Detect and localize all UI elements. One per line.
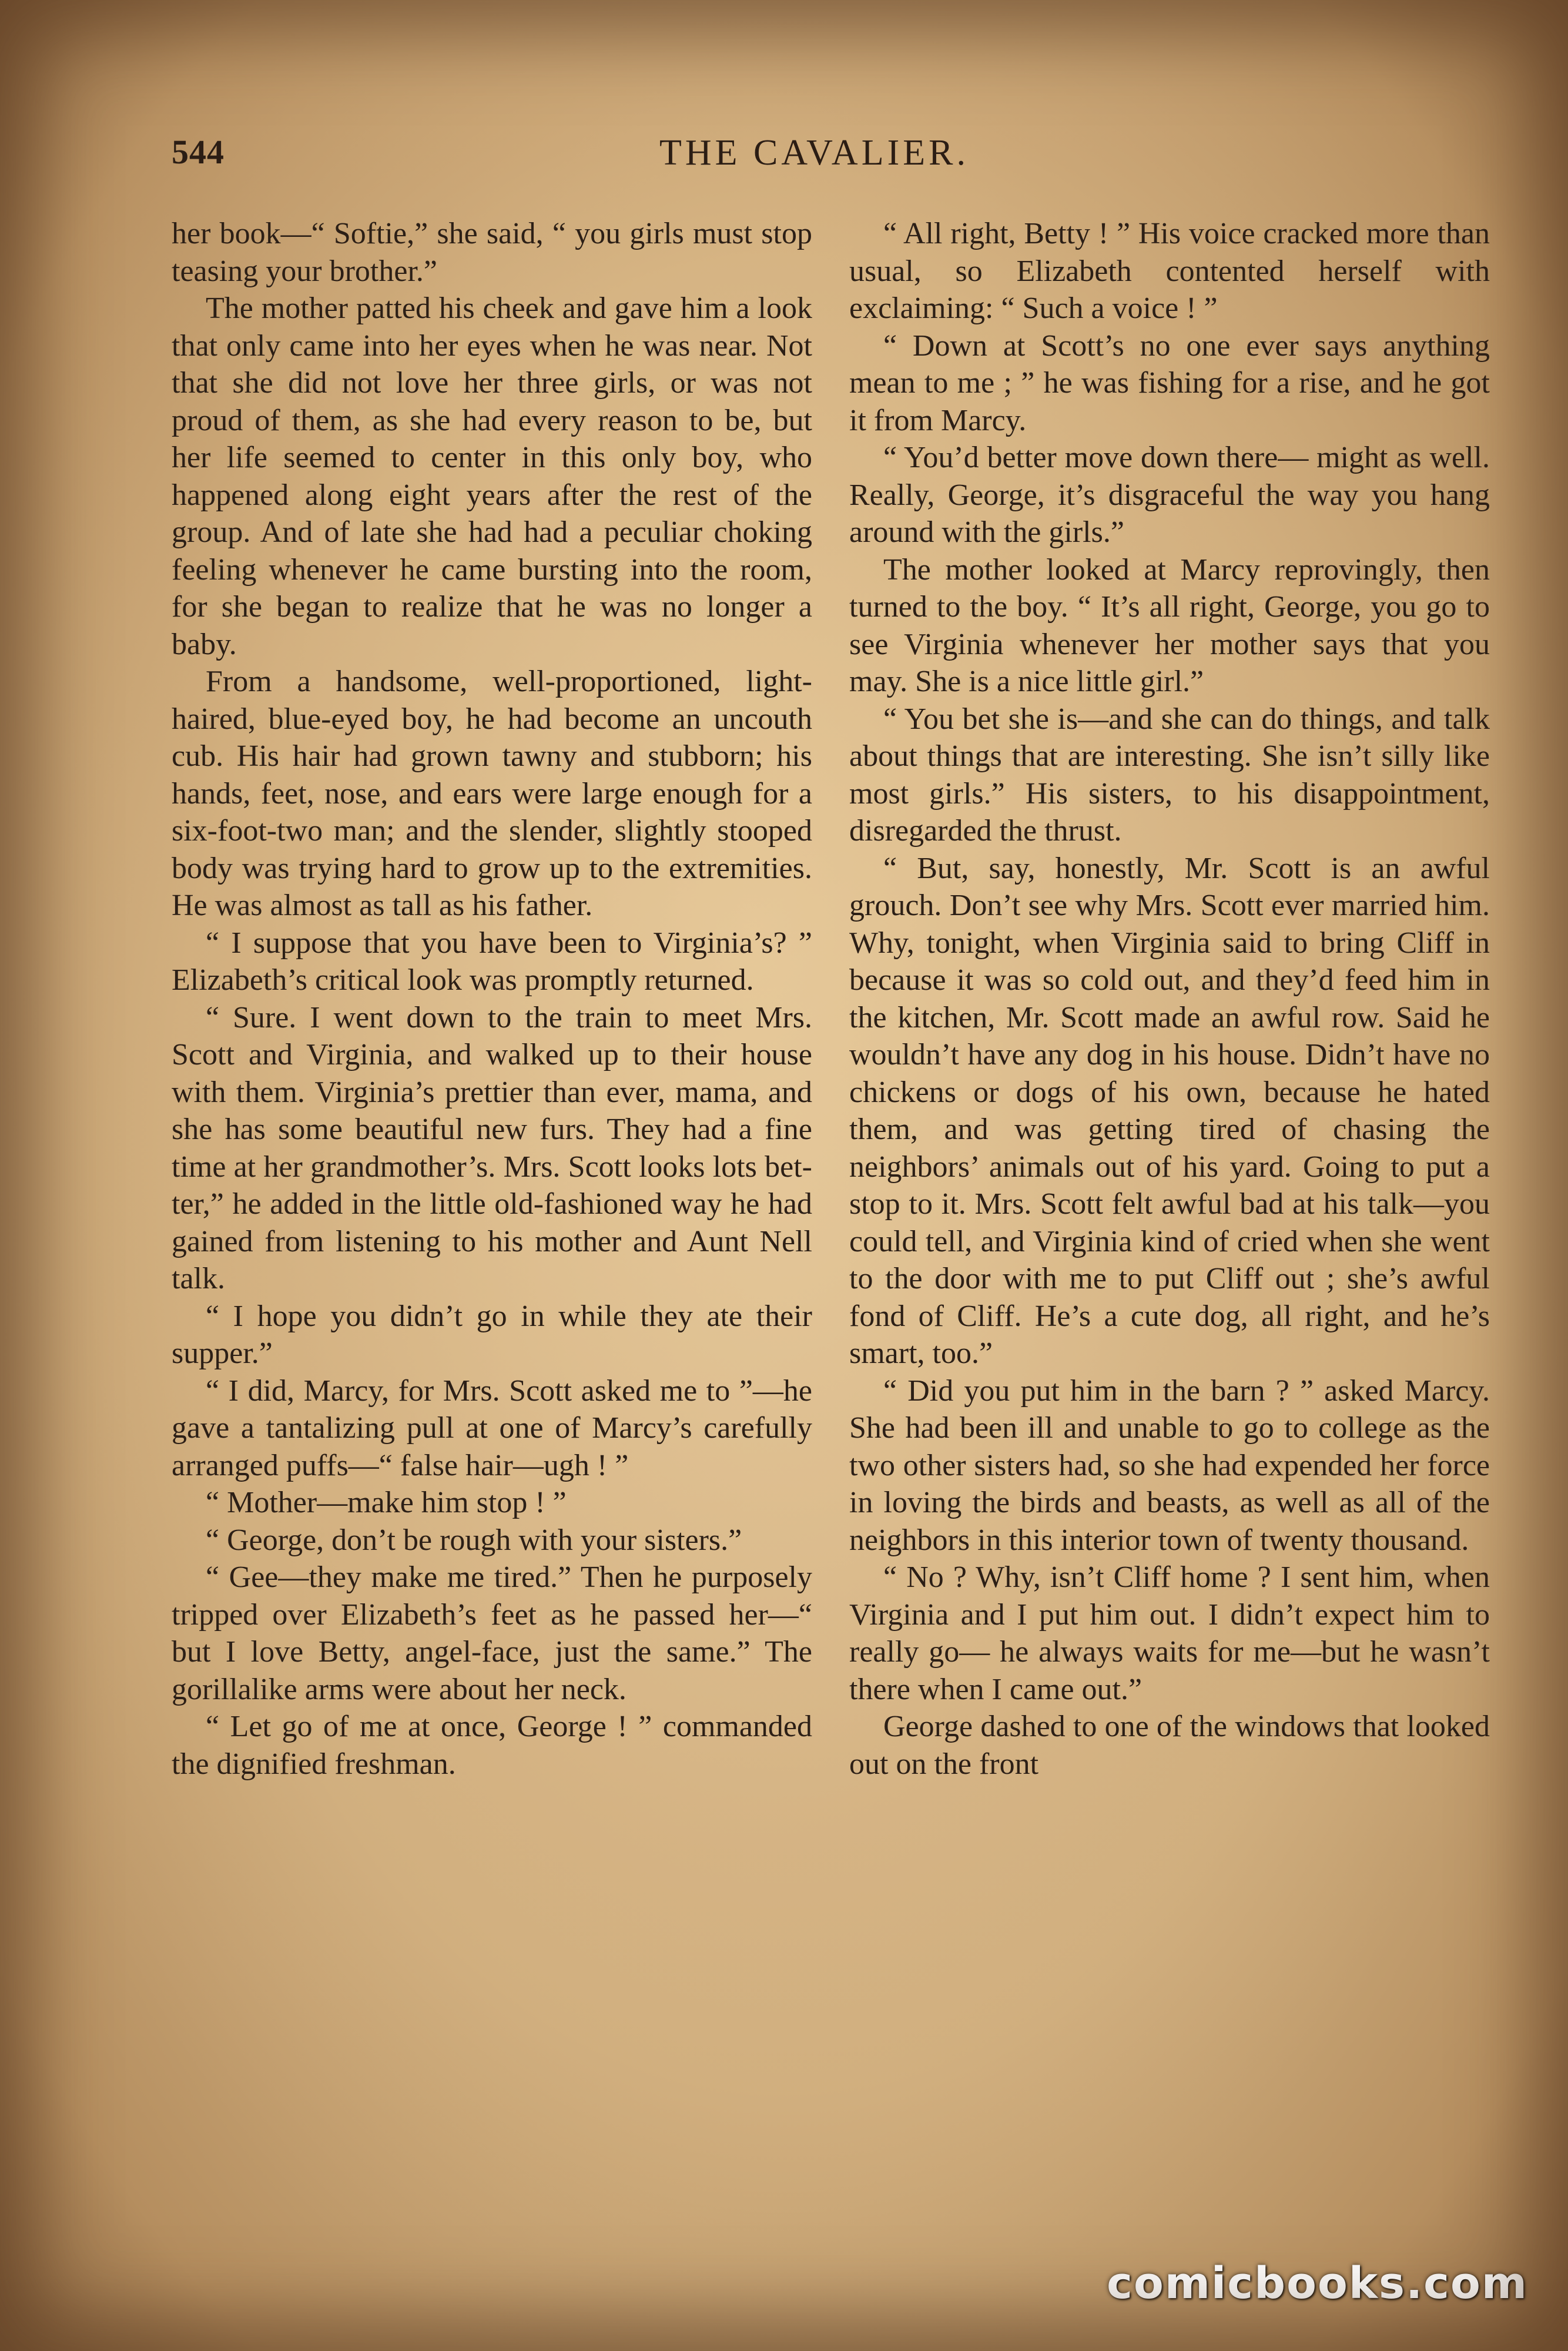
- paragraph: “ Down at Scott’s no one ever says anything mean to me ; ” he was fishing for a rise, and he got it from Marcy.: [849, 329, 1490, 437]
- paragraph: The mother looked at Marcy reprovingly, then turned to the boy. “ It’s all right, George, you go to see Virginia whenever her mother says that you may. She is a nice little girl.”: [849, 552, 1490, 698]
- paragraph: “ But, say, honestly, Mr. Scott is an awful grouch. Don’t see why Mrs. Scott ever married him. Why, tonight, when Virginia said to bring Cliff in because it was so cold out, and they’d feed him in the kitchen, Mr. Scott made an awful row. Said he wouldn’t have any dog in his house. Didn’t have no chickens or dogs of his own, because he hated them, and was getting tired of chasing the neighbors’ animals out of his yard. Going to put a stop to it. Mrs. Scott felt awful bad at his talk—you could tell, and Virginia kind of cried when she went to the door with me to put Cliff out ; she’s awful fond of Cliff. He’s a cute dog, all right, and he’s smart, too.”: [849, 851, 1490, 1370]
- page-header: [172, 132, 1494, 203]
- right-column: [849, 215, 1490, 1783]
- paragraph: “ Gee—they make me tired.” Then he purposely tripped over Elizabeth’s feet as he passed her—“ but I love Betty, angel-face, just the same.” The gorillalike arms were about her neck.: [172, 1560, 812, 1706]
- paragraph: “ I did, Marcy, for Mrs. Scott asked me to ”—he gave a tantalizing pull at one of Marcy’s carefully arranged puffs—“ false hair—ugh ! ”: [172, 1374, 812, 1482]
- running-title: THE CAVALIER.: [659, 133, 969, 173]
- paragraph: “ George, don’t be rough with your sisters.”: [206, 1523, 742, 1557]
- paragraph: The mother patted his cheek and gave him a look that only came into her eyes when he was near. Not that she did not love her three girls, or was not proud of them, as she had every reason to be, but her life seemed to center in this only boy, who happened along eight years after the rest of the group. And of late she had had a peculiar choking feeling whenever he came bursting into the room, for she began to realize that he was no longer a baby.: [172, 292, 812, 661]
- page-number: 544: [172, 133, 225, 171]
- paragraph: “ I hope you didn’t go in while they ate their supper.”: [172, 1299, 812, 1370]
- paragraph: “ Sure. I went down to the train to meet Mrs. Scott and Virginia, and walked up to their house with them. Virginia’s prettier than ever, mama, and she has some beautiful new furs. They had a fine time at her grandmother’s. Mrs. Scott looks lots better,” he added in the little old-fashioned way he had gained from listening to his mother and Aunt Nell talk.: [172, 1000, 812, 1295]
- paragraph: “ Mother—make him stop ! ”: [206, 1486, 567, 1519]
- paragraph: “ You bet she is—and she can do things, and talk about things that are interesting. She isn’t silly like most girls.” His sisters, to his disappointment, disregarded the thrust.: [849, 702, 1490, 848]
- paragraph: “ All right, Betty ! ” His voice cracked more than usual, so Elizabeth contented herself with exclaiming: “ Such a voice ! ”: [849, 217, 1490, 325]
- paragraph: “ No ? Why, isn’t Cliff home ? I sent him, when Virginia and I put him out. I didn’t expect him to really go— he always waits for me—but he wasn’t there when I came out.”: [849, 1560, 1490, 1706]
- paragraph: From a handsome, well-proportioned, light-haired, blue-eyed boy, he had become an uncouth cub. His hair had grown tawny and stubborn; his hands, feet, nose, and ears were large enough for a six-foot-two man; and the slender, slightly stooped body was trying hard to grow up to the extremities. He was almost as tall as his father.: [172, 665, 812, 922]
- paragraph: George dashed to one of the windows that looked out on the front: [849, 1710, 1490, 1781]
- paragraph: “ You’d better move down there— might as well. Really, George, it’s disgraceful the way you hang around with the girls.”: [849, 441, 1490, 549]
- paragraph: “ Did you put him in the barn ? ” asked Marcy. She had been ill and unable to go to college as the two other sisters had, so she had expended her force in loving the birds and beasts, as well as all of the neighbors in this interior town of twenty thousand.: [849, 1374, 1490, 1557]
- paragraph: “ Let go of me at once, George ! ” commanded the dignified freshman.: [172, 1710, 812, 1781]
- watermark: comicbooks.com: [1107, 2258, 1528, 2309]
- paragraph: “ I suppose that you have been to Virginia’s? ” Elizabeth’s critical look was promptly returned.: [172, 926, 812, 997]
- left-column: [172, 215, 812, 1783]
- paragraph: her book—“ Softie,” she said, “ you girls must stop teasing your brother.”: [172, 217, 812, 288]
